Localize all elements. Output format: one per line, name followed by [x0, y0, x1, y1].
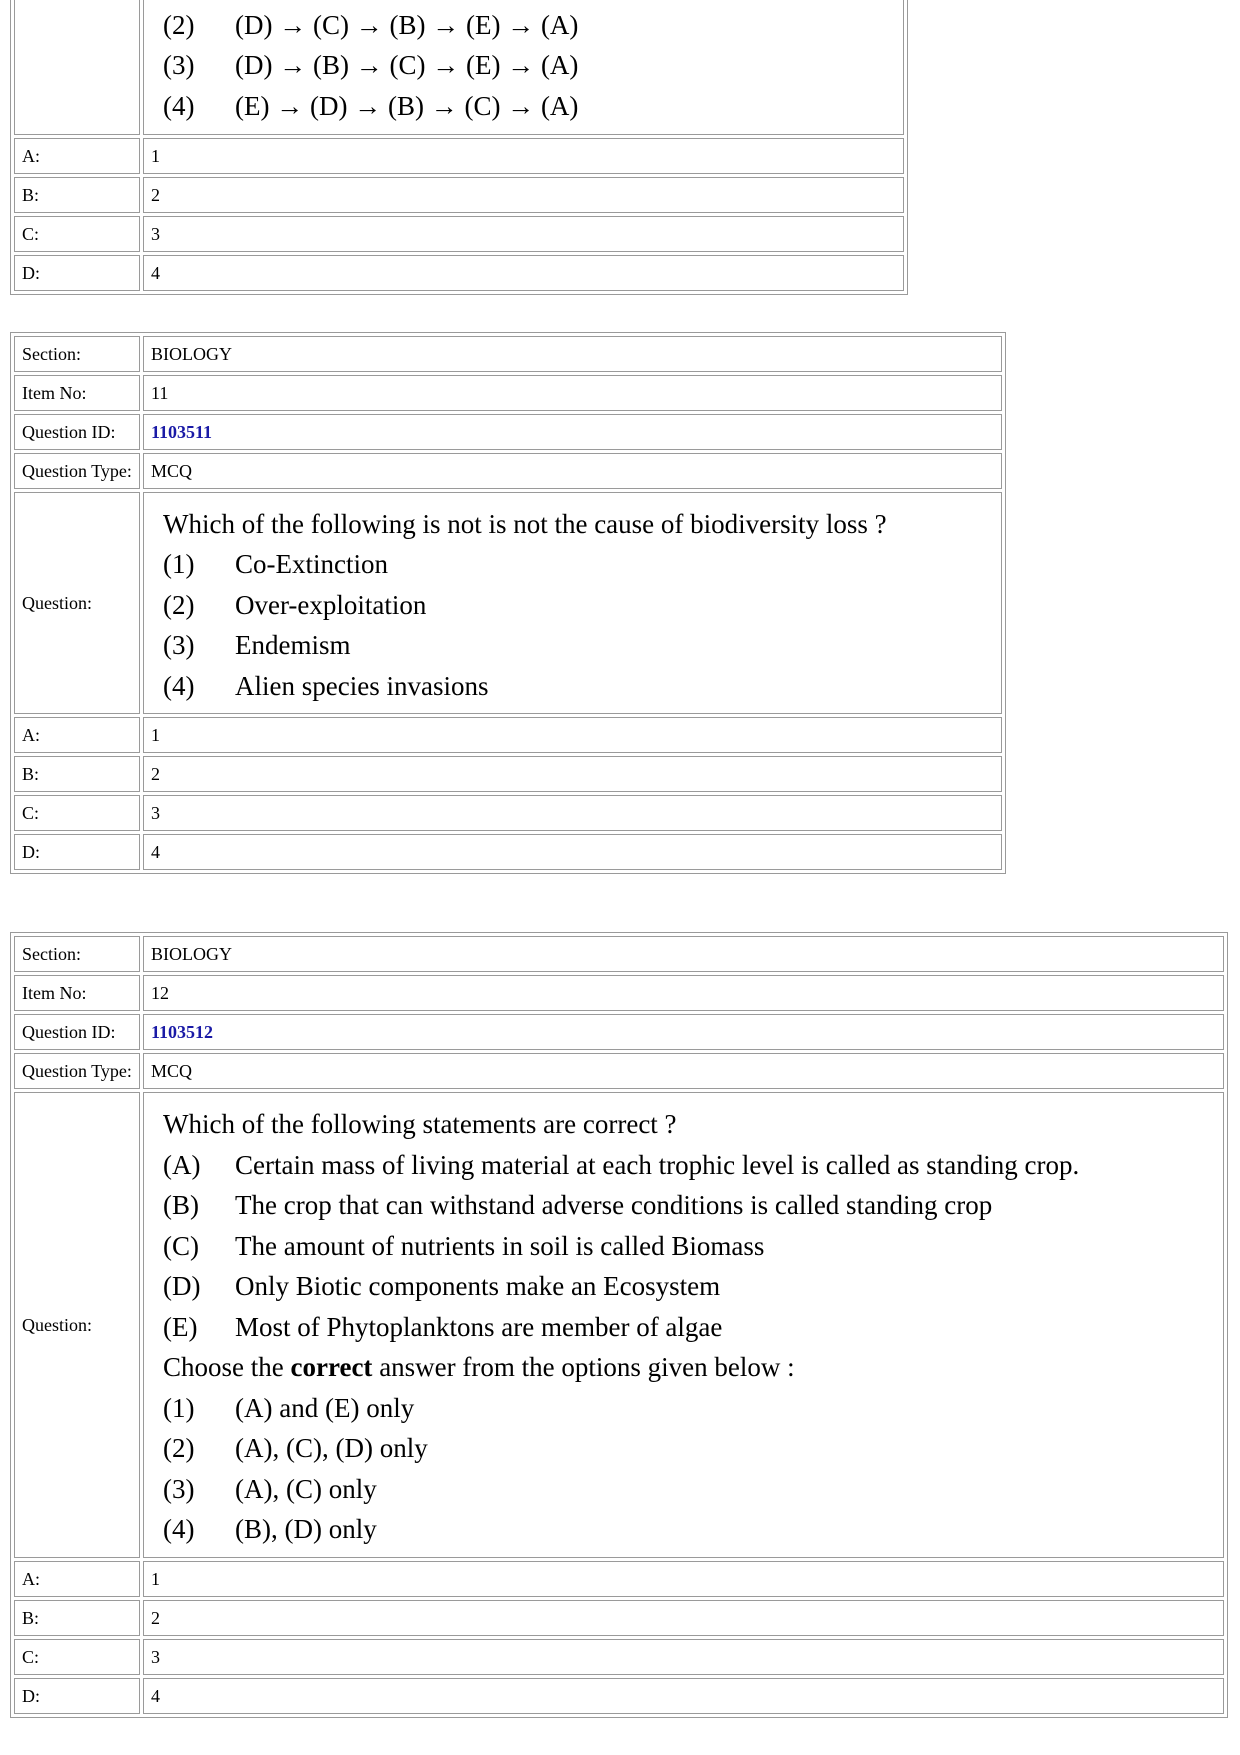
- section-label: Section:: [14, 336, 140, 372]
- question-type-value: MCQ: [143, 1053, 1224, 1089]
- answer-label: D:: [14, 255, 140, 291]
- question-id-label: Question ID:: [14, 414, 140, 450]
- question-block-2: [10, 332, 1006, 874]
- option-text: (D) → (B) → (C) → (E) → (A): [235, 50, 579, 81]
- answer-value: 3: [143, 216, 904, 252]
- option-text: Co-Extinction: [235, 549, 388, 580]
- question-label: Question:: [14, 1092, 140, 1558]
- option-line: [163, 45, 896, 86]
- answer-row: [14, 1600, 1224, 1636]
- statement-number: (C): [163, 1230, 199, 1261]
- option-line: [163, 625, 994, 666]
- option-number: (2): [163, 589, 195, 620]
- option-text: (E) → (D) → (B) → (C) → (A): [235, 90, 579, 121]
- choose-instruction: [163, 1347, 1216, 1388]
- question-stem: Which of the following statements are correct ?: [163, 1109, 677, 1140]
- question-body: [151, 1, 896, 127]
- question-type-row: [14, 1053, 1224, 1089]
- item-row: [14, 975, 1224, 1011]
- question-block-1: [10, 0, 908, 295]
- option-text: (D) → (C) → (B) → (E) → (A): [235, 9, 579, 40]
- answer-label: A:: [14, 138, 140, 174]
- statement-line: [163, 1185, 1216, 1226]
- answer-row: [14, 1561, 1224, 1597]
- answer-label: C:: [14, 1639, 140, 1675]
- option-number: (4): [163, 1514, 195, 1545]
- question-id-row: [14, 1014, 1224, 1050]
- question-block-3: [10, 932, 1228, 1718]
- option-text: (A), (C) only: [235, 1473, 377, 1504]
- answer-row: [14, 834, 1002, 870]
- answer-row: [14, 1639, 1224, 1675]
- option-line: [163, 544, 994, 585]
- statement-text: The crop that can withstand adverse conditions is called standing crop: [235, 1190, 993, 1221]
- option-number: (3): [163, 630, 195, 661]
- option-line: [163, 1509, 1216, 1550]
- option-line: [163, 5, 896, 46]
- question-content-cell: [143, 1092, 1224, 1558]
- item-row: [14, 375, 1002, 411]
- question-id-value: 1103512: [143, 1014, 1224, 1050]
- option-number: (2): [163, 9, 195, 40]
- answer-value: 1: [143, 717, 1002, 753]
- statement-number: (A): [163, 1149, 201, 1180]
- answer-label: A:: [14, 1561, 140, 1597]
- answer-value: 4: [143, 834, 1002, 870]
- answer-value: 1: [143, 1561, 1224, 1597]
- option-text: (A) and (E) only: [235, 1392, 415, 1423]
- item-value: 11: [143, 375, 1002, 411]
- option-line: [163, 1388, 1216, 1429]
- answer-label: B:: [14, 756, 140, 792]
- question-label: Question:: [14, 492, 140, 714]
- answer-row: [14, 255, 904, 291]
- answer-row: [14, 756, 1002, 792]
- statement-text: Only Biotic components make an Ecosystem: [235, 1271, 721, 1302]
- option-number: (2): [163, 1433, 195, 1464]
- answer-label: C:: [14, 216, 140, 252]
- answer-label: B:: [14, 1600, 140, 1636]
- answer-value: 2: [143, 756, 1002, 792]
- section-value: BIOLOGY: [143, 936, 1224, 972]
- question-type-value: MCQ: [143, 453, 1002, 489]
- question-type-label: Question Type:: [14, 453, 140, 489]
- option-line: [163, 585, 994, 626]
- choose-text-post: answer from the options given below :: [372, 1352, 795, 1383]
- answer-value: 2: [143, 1600, 1224, 1636]
- question-content-cell: [143, 0, 904, 135]
- answer-row: [14, 717, 1002, 753]
- answer-label: B:: [14, 177, 140, 213]
- statement-number: (B): [163, 1190, 199, 1221]
- statement-line: [163, 1226, 1216, 1267]
- item-label: Item No:: [14, 975, 140, 1011]
- question-body: [151, 500, 994, 707]
- question-content-cell: [143, 492, 1002, 714]
- option-number: (3): [163, 1473, 195, 1504]
- option-number: (3): [163, 50, 195, 81]
- question-row: [14, 1092, 1224, 1558]
- answer-value: 3: [143, 795, 1002, 831]
- option-line: [163, 86, 896, 127]
- question-body: [151, 1100, 1216, 1550]
- option-number: (1): [163, 1392, 195, 1423]
- statement-text: Certain mass of living material at each trophic level is called as standing crop.: [235, 1149, 1080, 1180]
- answer-row: [14, 216, 904, 252]
- question-stem: Which of the following is not is not the cause of biodiversity loss ?: [163, 508, 887, 539]
- question-type-row: [14, 453, 1002, 489]
- statement-text: Most of Phytoplanktons are member of algae: [235, 1311, 723, 1342]
- item-value: 12: [143, 975, 1224, 1011]
- choose-text-bold: correct: [290, 1352, 373, 1383]
- statement-number: (E): [163, 1311, 198, 1342]
- answer-label: D:: [14, 1678, 140, 1714]
- question-id-label: Question ID:: [14, 1014, 140, 1050]
- option-text: (B), (D) only: [235, 1514, 377, 1545]
- choose-text-pre: Choose the: [163, 1352, 291, 1383]
- statement-line: [163, 1266, 1216, 1307]
- question-row: [14, 492, 1002, 714]
- option-text: (A), (C), (D) only: [235, 1433, 428, 1464]
- answer-row: [14, 1678, 1224, 1714]
- option-line: [163, 1428, 1216, 1469]
- option-line: [163, 666, 994, 707]
- item-label: Item No:: [14, 375, 140, 411]
- answer-label: A:: [14, 717, 140, 753]
- option-number: (4): [163, 90, 195, 121]
- answer-row: [14, 138, 904, 174]
- answer-row: [14, 177, 904, 213]
- answer-value: 2: [143, 177, 904, 213]
- answer-value: 4: [143, 255, 904, 291]
- option-number: (1): [163, 549, 195, 580]
- statement-line: [163, 1307, 1216, 1348]
- answer-row: [14, 795, 1002, 831]
- section-label: Section:: [14, 936, 140, 972]
- answer-value: 1: [143, 138, 904, 174]
- statement-line: [163, 1145, 1216, 1186]
- statement-number: (D): [163, 1271, 201, 1302]
- option-text: Over-exploitation: [235, 589, 427, 620]
- answer-value: 4: [143, 1678, 1224, 1714]
- option-number: (4): [163, 670, 195, 701]
- answer-label: D:: [14, 834, 140, 870]
- option-text: Endemism: [235, 630, 351, 661]
- question-id-value: 1103511: [143, 414, 1002, 450]
- section-row: [14, 336, 1002, 372]
- statement-text: The amount of nutrients in soil is called Biomass: [235, 1230, 765, 1261]
- section-value: BIOLOGY: [143, 336, 1002, 372]
- option-line: [163, 1469, 1216, 1510]
- question-type-label: Question Type:: [14, 1053, 140, 1089]
- answer-value: 3: [143, 1639, 1224, 1675]
- answer-label: C:: [14, 795, 140, 831]
- question-id-row: [14, 414, 1002, 450]
- option-text: Alien species invasions: [235, 670, 489, 701]
- section-row: [14, 936, 1224, 972]
- question-label-cell: [14, 0, 140, 135]
